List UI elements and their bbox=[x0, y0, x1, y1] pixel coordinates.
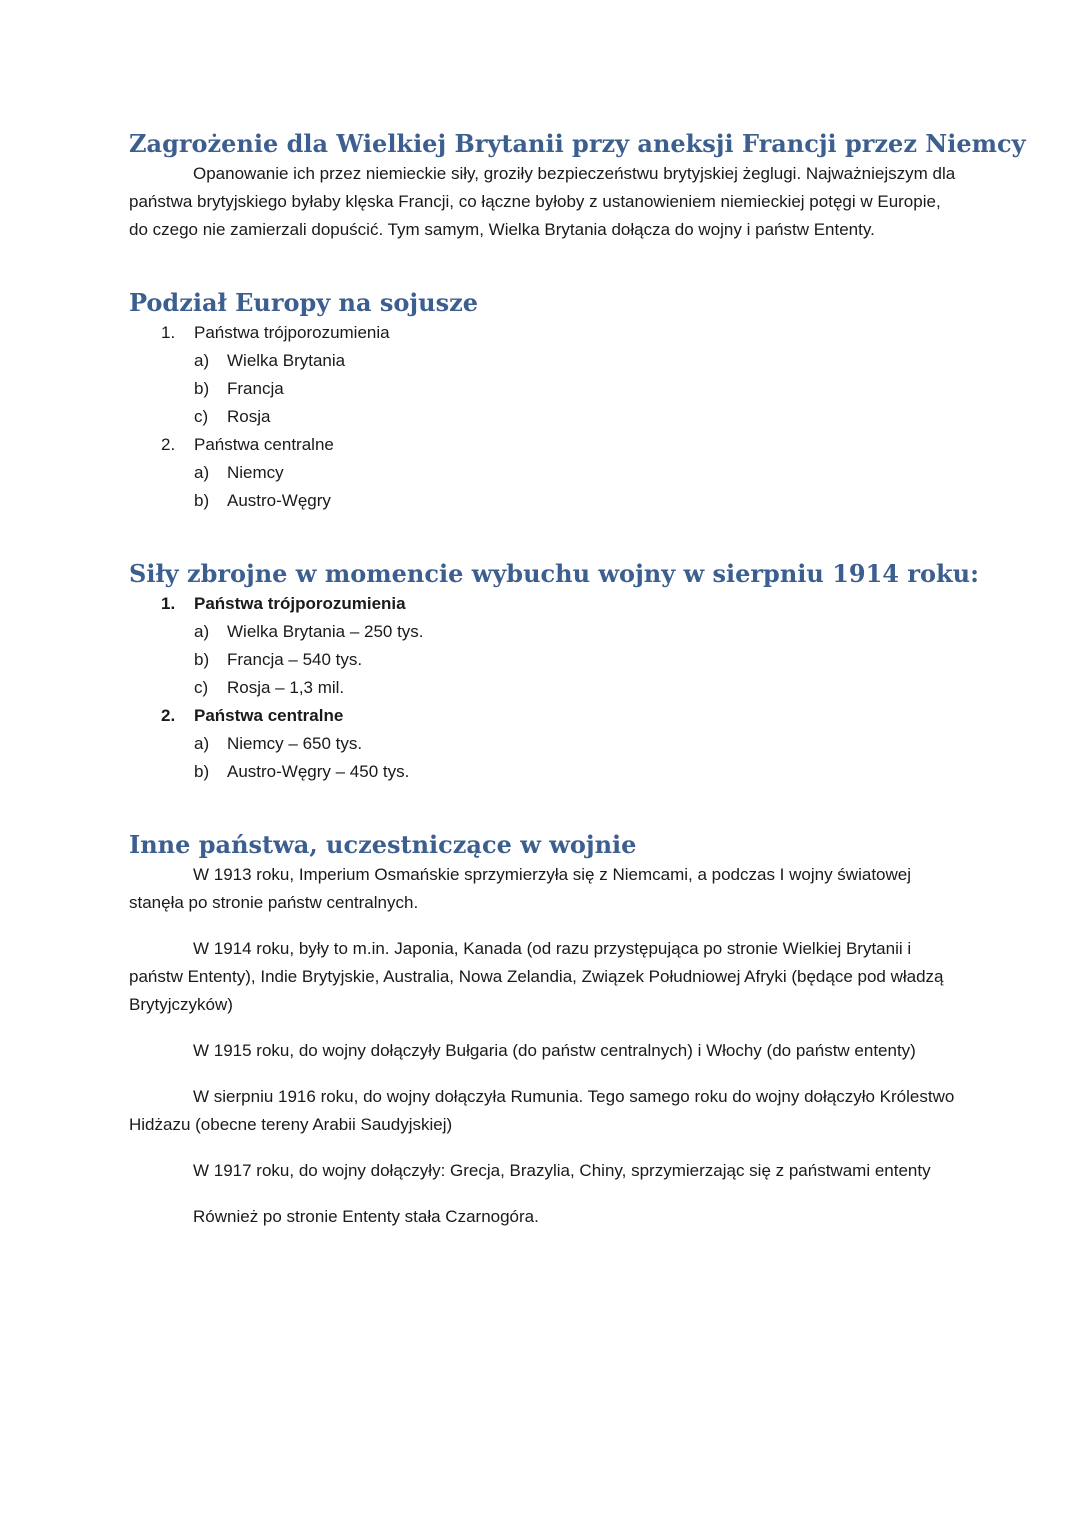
section-paragraph: Opanowanie ich przez niemieckie siły, groziły bezpieczeństwu brytyjskiej żeglugi. Najważniejszym dla państwa brytyjskiego byłaby klęska Francji, co łączne byłoby z ustanowieniem niemieckiej potęgi w Europie, do czego nie zamierzali dopuścić. Tym samym, Wielka Brytania dołącza do wojny i państw Ententy. bbox=[129, 164, 956, 239]
forces-list bbox=[129, 590, 959, 786]
list-number: 2. bbox=[161, 435, 176, 454]
sublist-text: Austro-Węgry bbox=[227, 491, 331, 510]
section-heading: Zagrożenie dla Wielkiej Brytanii przy aneksji Francji przez Niemcy bbox=[129, 129, 1026, 158]
sublist bbox=[194, 459, 959, 515]
sublist-text: Wielka Brytania – 250 tys. bbox=[227, 622, 424, 641]
section-paragraph: W 1917 roku, do wojny dołączyły: Grecja, Brazylia, Chiny, sprzymierzając się z państwami ententy bbox=[193, 1161, 931, 1180]
list-item-label: Państwa trójporozumienia bbox=[194, 594, 406, 613]
section-alliances bbox=[129, 287, 959, 515]
section-paragraph: W sierpniu 1916 roku, do wojny dołączyła Rumunia. Tego samego roku do wojny dołączyło Królestwo Hidżazu (obecne tereny Arabii Saudyjskiej) bbox=[129, 1087, 955, 1134]
sublist-text: Rosja – 1,3 mil. bbox=[227, 678, 345, 697]
section-heading: Inne państwa, uczestniczące w wojnie bbox=[129, 830, 637, 859]
section-paragraph: W 1915 roku, do wojny dołączyły Bułgaria (do państw centralnych) i Włochy (do państw ententy) bbox=[193, 1041, 916, 1060]
sublist-letter: b) bbox=[194, 491, 210, 510]
sublist-letter: a) bbox=[194, 351, 210, 370]
section-other-states bbox=[129, 829, 959, 1231]
list-item-label: Państwa trójporozumienia bbox=[194, 323, 390, 342]
sublist-item bbox=[194, 487, 959, 515]
sublist bbox=[194, 347, 959, 431]
list-number: 2. bbox=[161, 706, 176, 725]
sublist-letter: a) bbox=[194, 734, 210, 753]
sublist-letter: c) bbox=[194, 678, 209, 697]
sublist-text: Niemcy bbox=[227, 463, 284, 482]
sublist-text: Wielka Brytania bbox=[227, 351, 346, 370]
section-heading: Siły zbrojne w momencie wybuchu wojny w sierpniu 1914 roku: bbox=[129, 559, 979, 588]
sublist-text: Niemcy – 650 tys. bbox=[227, 734, 363, 753]
list-item-label: Państwa centralne bbox=[194, 435, 334, 454]
sublist-letter: c) bbox=[194, 407, 209, 426]
list-item-label: Państwa centralne bbox=[194, 706, 344, 725]
document-content bbox=[129, 128, 1026, 1231]
section-paragraph: W 1914 roku, były to m.in. Japonia, Kanada (od razu przystępująca po stronie Wielkiej Brytanii i państw Ententy), Indie Brytyjskie, Australia, Nowa Zelandia, Związek Południowej Afryki (będące pod władzą Brytyjczyków) bbox=[129, 939, 944, 1014]
sublist-text: Rosja bbox=[227, 407, 271, 426]
sublist bbox=[194, 730, 959, 786]
sublist-item bbox=[194, 646, 959, 674]
sublist-letter: b) bbox=[194, 762, 210, 781]
list-number: 1. bbox=[161, 323, 176, 342]
sublist-letter: a) bbox=[194, 622, 210, 641]
list-item bbox=[129, 702, 959, 786]
sublist-text: Francja bbox=[227, 379, 284, 398]
sublist-item bbox=[194, 618, 959, 646]
list-item bbox=[129, 590, 959, 702]
sublist bbox=[194, 618, 959, 702]
sublist-item bbox=[194, 674, 959, 702]
alliance-list bbox=[129, 319, 959, 515]
list-number: 1. bbox=[161, 594, 176, 613]
sublist-item bbox=[194, 347, 959, 375]
list-item bbox=[129, 319, 959, 431]
sublist-text: Francja – 540 tys. bbox=[227, 650, 363, 669]
sublist-text: Austro-Węgry – 450 tys. bbox=[227, 762, 410, 781]
sublist-letter: b) bbox=[194, 650, 210, 669]
sublist-letter: b) bbox=[194, 379, 210, 398]
section-armed-forces bbox=[129, 558, 979, 786]
sublist-item bbox=[194, 758, 959, 786]
sublist-item bbox=[194, 403, 959, 431]
section-paragraph: W 1913 roku, Imperium Osmańskie sprzymierzyła się z Niemcami, a podczas I wojny światowej stanęła po stronie państw centralnych. bbox=[129, 865, 912, 912]
section-threat bbox=[129, 128, 1026, 244]
section-paragraph: Również po stronie Ententy stała Czarnogóra. bbox=[193, 1207, 539, 1226]
sublist-item bbox=[194, 459, 959, 487]
sublist-item bbox=[194, 375, 959, 403]
list-item bbox=[129, 431, 959, 515]
sublist-letter: a) bbox=[194, 463, 210, 482]
sublist-item bbox=[194, 730, 959, 758]
section-heading: Podział Europy na sojusze bbox=[129, 288, 478, 317]
